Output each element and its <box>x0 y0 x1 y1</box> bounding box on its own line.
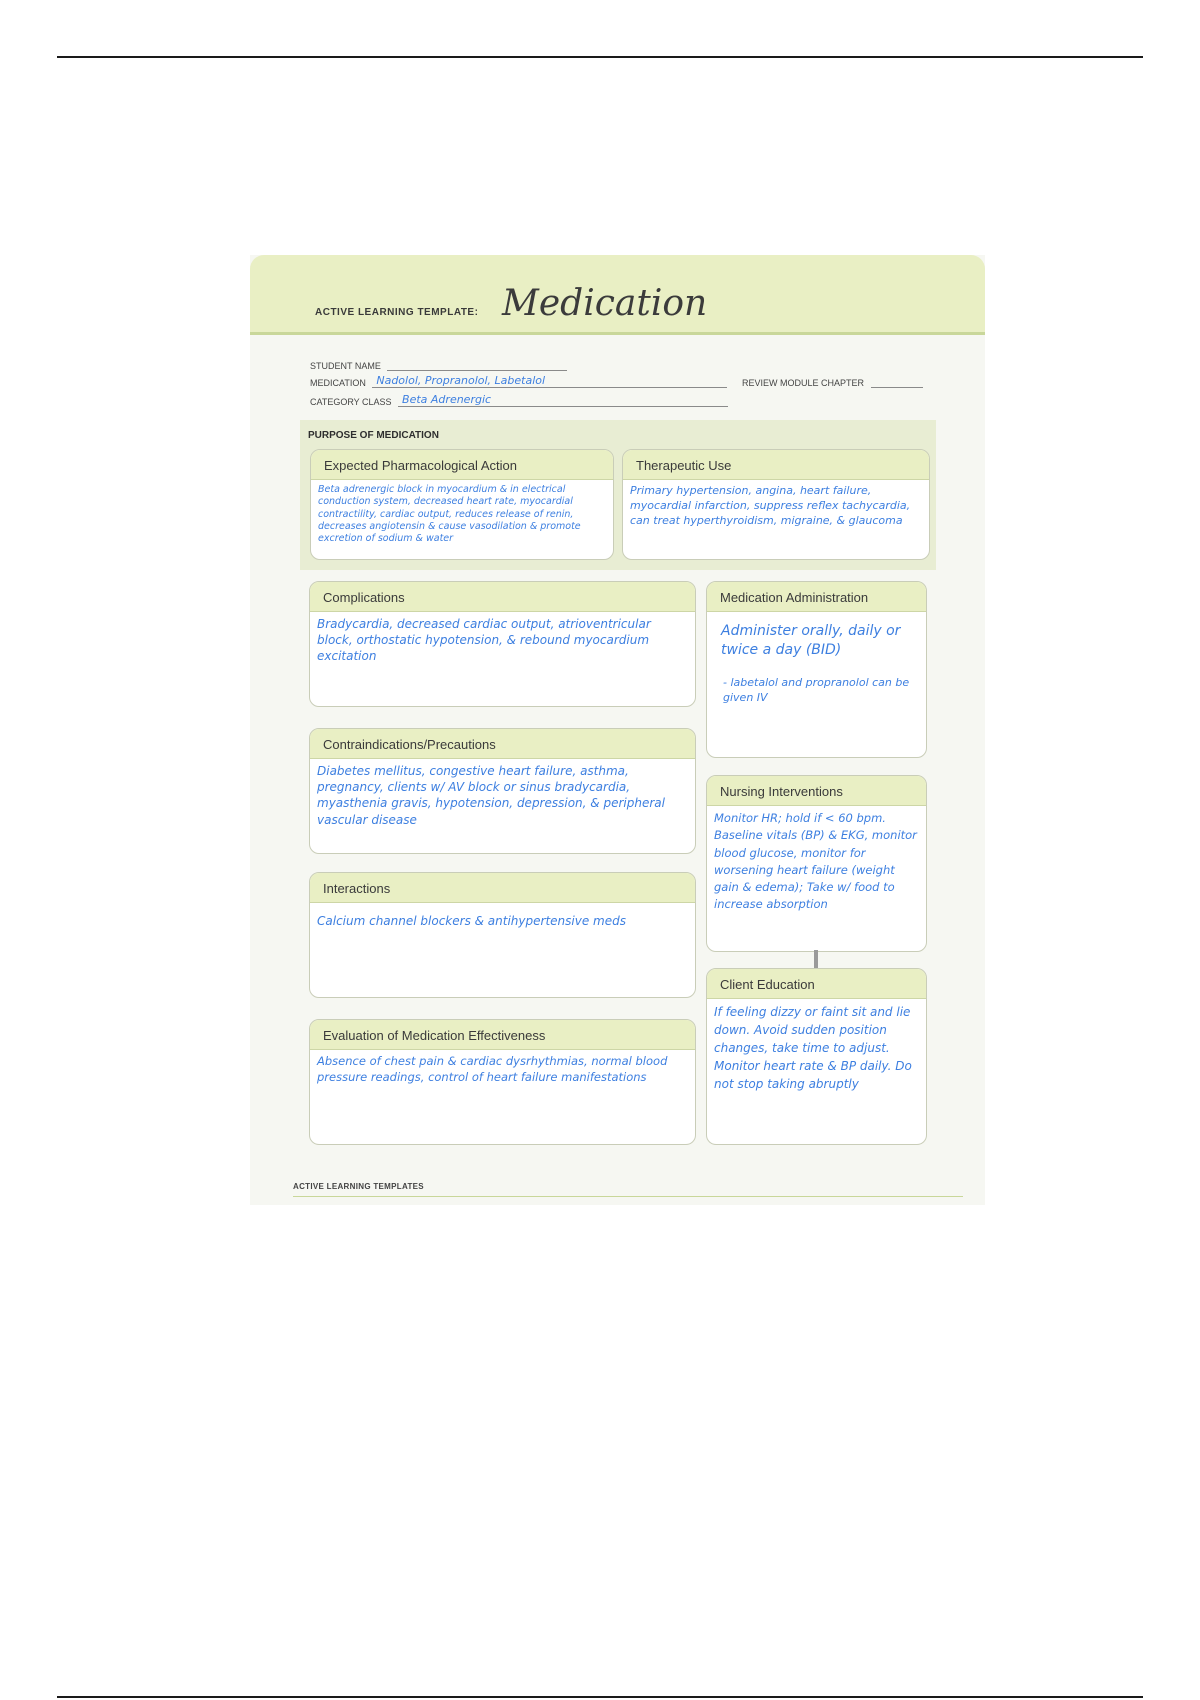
therapeutic-use-title: Therapeutic Use <box>623 450 929 480</box>
template-eyebrow: ACTIVE LEARNING TEMPLATE: <box>315 307 479 318</box>
evaluation-card <box>309 1019 696 1145</box>
student-name-label: STUDENT NAME <box>310 361 381 371</box>
administration-card <box>706 581 927 758</box>
evaluation-text[interactable]: Absence of chest pain & cardiac dysrhythmias, normal blood pressure readings, control of heart failure manifestations <box>317 1054 668 1084</box>
purpose-label: PURPOSE OF MEDICATION <box>308 430 439 441</box>
complications-text[interactable]: Bradycardia, decreased cardiac output, atrioventricular block, orthostatic hypotension, & rebound myocardium excitation <box>317 617 651 664</box>
therapeutic-use-text[interactable]: Primary hypertension, angina, heart failure, myocardial infarction, suppress reflex tachycardia, can treat hyperthyroidism, migraine, & glaucoma <box>630 484 911 527</box>
nursing-interventions-card <box>706 775 927 952</box>
student-name-field[interactable] <box>310 358 567 371</box>
review-module-label: REVIEW MODULE CHAPTER <box>742 378 865 388</box>
template-title: Medication <box>502 283 708 324</box>
template-header <box>250 255 985 335</box>
top-rule <box>57 56 1143 58</box>
card-connector <box>814 950 818 968</box>
expected-action-card <box>310 449 614 560</box>
administration-note[interactable]: - labetalol and propranolol can be given IV <box>723 675 910 704</box>
interactions-text[interactable]: Calcium channel blockers & antihypertensive meds <box>317 914 626 928</box>
medication-field[interactable] <box>310 375 727 388</box>
nursing-interventions-text[interactable]: Monitor HR; hold if < 60 bpm. Baseline vitals (BP) & EKG, monitor blood glucose, monitor for worsening heart failure (weight gain & edema); Take w/ food to increase absorption <box>714 811 917 912</box>
medication-label: MEDICATION <box>310 378 366 388</box>
administration-title: Medication Administration <box>707 582 926 612</box>
client-education-title: Client Education <box>707 969 926 999</box>
expected-action-title: Expected Pharmacological Action <box>311 450 613 480</box>
evaluation-title: Evaluation of Medication Effectiveness <box>310 1020 695 1050</box>
client-education-card <box>706 968 927 1145</box>
review-module-field[interactable] <box>742 375 923 388</box>
interactions-title: Interactions <box>310 873 695 903</box>
therapeutic-use-card <box>622 449 930 560</box>
bottom-rule <box>57 1696 1143 1698</box>
medication-value: Nadolol, Propranolol, Labetalol <box>376 374 546 387</box>
contraindications-card <box>309 728 696 854</box>
contraindications-text[interactable]: Diabetes mellitus, congestive heart failure, asthma, pregnancy, clients w/ AV block or sinus bradycardia, myasthenia gravis, hypotension, depression, & peripheral vascular disease <box>317 764 665 827</box>
footer-rule <box>293 1196 963 1197</box>
category-class-label: CATEGORY CLASS <box>310 397 392 407</box>
category-class-field[interactable] <box>310 394 728 407</box>
interactions-card <box>309 872 696 998</box>
client-education-text[interactable]: If feeling dizzy or faint sit and lie down. Avoid sudden position changes, take time to adjust. Monitor heart rate & BP daily. Do not stop taking abruptly <box>714 1005 912 1091</box>
medication-template-sheet <box>250 255 985 1205</box>
administration-text[interactable]: Administer orally, daily or twice a day (BID) <box>721 623 901 658</box>
expected-action-text[interactable]: Beta adrenergic block in myocardium & in electrical conduction system, decreased heart rate, myocardial contractility, cardiac output, reduces release of renin, decreases angiotensin & cause vasodilation & promote excretion of sodium & water <box>318 484 581 545</box>
complications-card <box>309 581 696 707</box>
complications-title: Complications <box>310 582 695 612</box>
nursing-interventions-title: Nursing Interventions <box>707 776 926 806</box>
category-class-value: Beta Adrenergic <box>402 393 492 406</box>
footer-label: ACTIVE LEARNING TEMPLATES <box>293 1182 424 1191</box>
contraindications-title: Contraindications/Precautions <box>310 729 695 759</box>
